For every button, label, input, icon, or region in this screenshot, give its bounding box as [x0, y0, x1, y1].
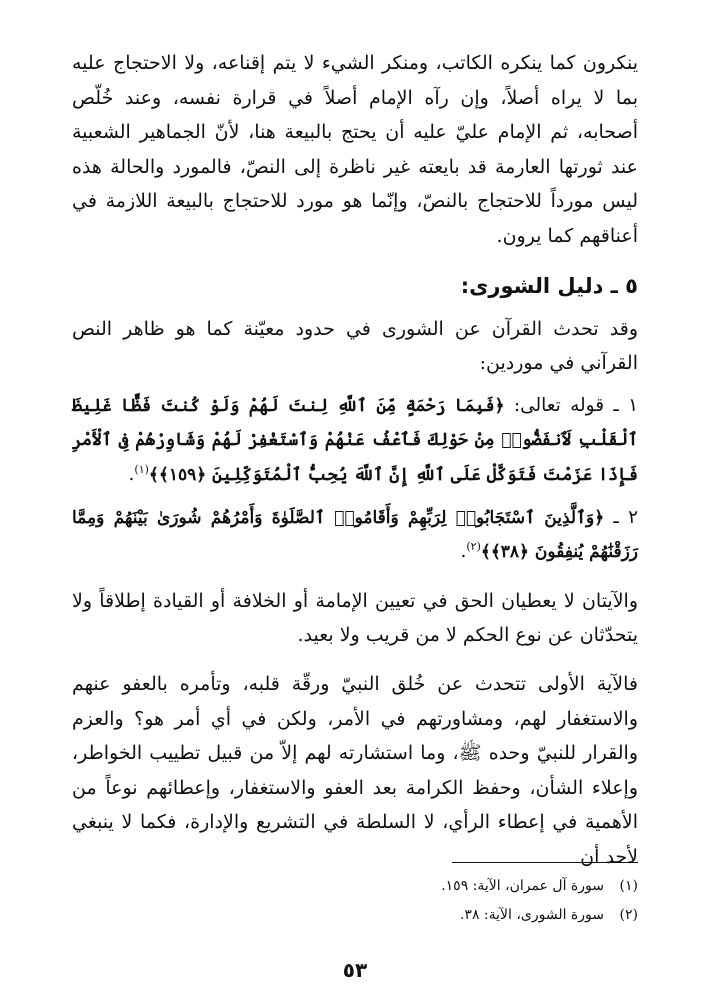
footnote-1-text: سورة آل عمران، الآية: ١٥٩. [441, 878, 604, 894]
body-paragraph-3: والآيتان لا يعطيان الحق في تعيين الإمامة أو الخلافة أو القيادة إطلاقاً ولا يتحدّثان عن نوع الحكم لا من قريب ولا بعيد. [72, 589, 638, 647]
verse-item-2 [72, 501, 638, 570]
verse-item-1 [72, 389, 638, 493]
body-paragraph-4: فالآية الأولى تتحدث عن خُلق النبيّ ورقّة قلبه، وتأمره بالعفو عنهم والاستغفار لهم، ومشاورتهم في الأمر، ولكن في أي أمر هو؟ والعزم والقرار للنبيّ وحده ﷺ، وما استشارته لهم إلاّ من قبيل تطييب الخواطر، وإعلاء الشأن، وحفظ الكرامة بعد العفو والاستغفار، وإعطائهم نوعاً من الأهمية في إعطاء الرأي، لا السلطة في التشريع والإدارة، فكما لا ينبغي لأحد أن [72, 672, 638, 868]
verse-2-end: . [460, 541, 467, 563]
verse-1-intro: ١ ـ قوله تعالى: [504, 394, 638, 416]
body-paragraph-2: وقد تحدث القرآن عن الشورى في حدود معيّنة كما هو ظاهر النص القرآني في موردين: [72, 317, 638, 375]
quran-verse-1: ﴿فَبِمَا رَحْمَةٍ مِّنَ ٱللَّهِ لِنتَ لَهُمْ وَلَوْ كُنتَ فَظًّا غَلِيظَ ٱلْقَلْبِ لَٱنفَضُّوا۟ مِنْ حَوْلِكَ فَٱعْفُ عَنْهُمْ وَٱسْتَغْفِرْ لَهُمْ وَشَاوِرْهُمْ فِى ٱلْأَمْرِ فَإِذَا عَزَمْتَ فَتَوَكَّلْ عَلَى ٱللَّهِ إِنَّ ٱللَّهَ يُحِبُّ ٱلْمُتَوَكِّلِينَ ﴿١٥٩﴾﴾ [72, 395, 638, 485]
footnote-1 [72, 872, 638, 901]
body-paragraph-1: ينكرون كما ينكره الكاتب، ومنكر الشيء لا يتم إقناعه، ولا الاحتجاج عليه بما لا يراه أصلاً، وإن رآه الإمام أصلاً في قرارة نفسه، وعند خُلّص أصحابه، ثم الإمام عليّ عليه أن يحتج بالبيعة هنا، لأنّ الجماهير الشعبية عند ثورتها العارمة قد بايعته غير ناظرة إلى النصّ، فالمورد والحالة هذه ليس مورداً للاحتجاج بالنصّ، وإنّما هو مورد للاحتجاج بالبيعة اللازمة في أعناقهم كما يرون. [72, 52, 638, 247]
footnotes [72, 872, 638, 930]
footnote-2-text: سورة الشورى، الآية: ٣٨. [459, 907, 604, 923]
section-heading: ٥ ـ دليل الشورى: [460, 273, 638, 298]
footnote-divider [452, 862, 638, 863]
footnote-2-number: (٢) [619, 907, 638, 923]
quran-verse-2: ﴿وَٱلَّذِينَ ٱسْتَجَابُوا۟ لِرَبِّهِمْ وَأَقَامُوا۟ ٱلصَّلَوٰةَ وَأَمْرُهُمْ شُورَىٰ بَيْنَهُمْ وَمِمَّا رَزَقْنَٰهُمْ يُنفِقُونَ ﴿٣٨﴾﴾ [72, 507, 638, 563]
verse-2-intro: ٢ ـ [604, 506, 638, 528]
page-number: ٥٣ [342, 958, 368, 982]
footnote-1-number: (١) [619, 878, 638, 894]
book-page [72, 46, 638, 1001]
verse-1-end: . [128, 463, 135, 485]
footnote-ref-2: (٢) [466, 539, 481, 553]
footnote-2 [72, 901, 638, 930]
footnote-ref-1: (١) [134, 462, 149, 476]
